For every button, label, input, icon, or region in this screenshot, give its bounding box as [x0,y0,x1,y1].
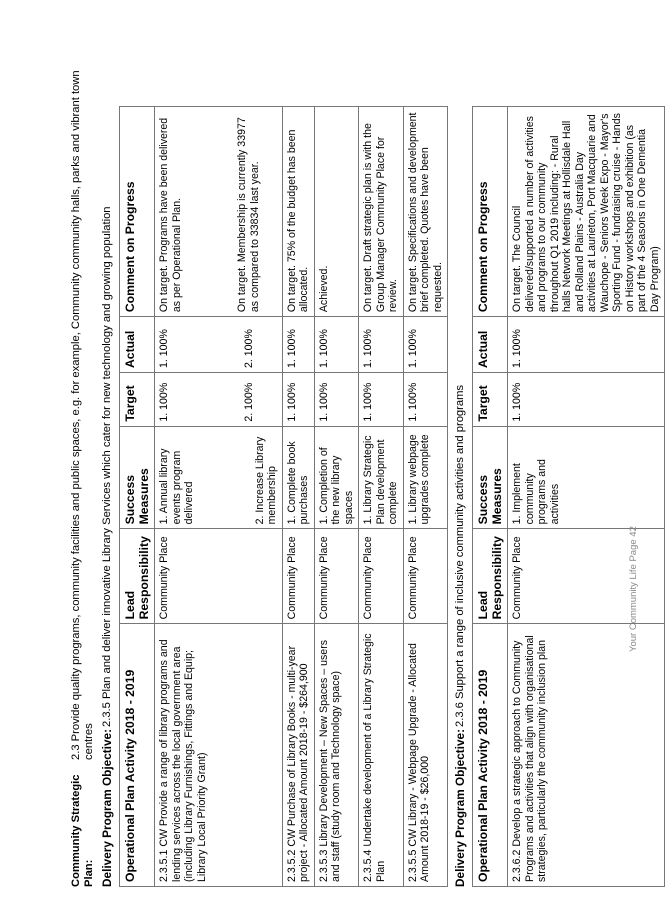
activity-cell: 2.3.5.3 Library Development – New Spaces – users and staff (study room and Technology space) [314,624,359,887]
comment-1: On target. Programs have been delivered as per Operational Plan. [158,117,183,313]
activity-cell: 2.3.6.2 Develop a strategic approach to Community Programs and activities that align with organisational strategies, particularly the community inclusion plan [508,624,665,887]
table-row [155,107,283,887]
lead-cell: Community Place [282,529,314,624]
delivery-objective-2 [454,22,468,887]
table-row [403,107,448,887]
comment-cell: On target. 75% of the budget has been allocated. [282,107,314,317]
col-actual: Actual [120,317,155,373]
table-row [359,107,404,887]
actual-cell: 1. 100% [314,317,359,373]
activity-cell: 2.3.5.1 CW Provide a range of library programs and lending services across the local government area (including Library Furnishings, Fittings and Equip; Library Local Priority Grant) [155,624,283,887]
target-cell: 1. 100% [403,373,448,427]
activity-cell: 2.3.5.4 Undertake development of a Library Strategic Plan [359,624,404,887]
col-measures: Success Measures [120,426,155,529]
col-activity: Operational Plan Activity 2018 - 2019 [473,624,508,887]
col-actual: Actual [473,317,508,373]
lead-cell: Community Place [508,529,665,624]
col-lead: Lead Responsibility [473,529,508,624]
col-target: Target [120,373,155,427]
objective-text: 2.3.6 Support a range of inclusive community activities and programs [454,384,467,727]
col-comment: Comment on Progress [473,107,508,317]
measure-cell: 1. Completion of the new library spaces [314,426,359,529]
library-services-table [119,106,448,887]
csp-text: 2.3 Provide quality programs, community facilities and public spaces, e.g. for example, Community community halls, parks and vibrant town centres [70,70,96,760]
csp-label: Community Strategic Plan: [70,774,96,887]
measure-cell: 1. Implement community programs and activities [508,426,665,529]
comment-cell: On target. Draft strategic plan is with the Group Manager Community Place for review. [359,107,404,317]
target-cell [155,373,283,427]
target-1: 1. 100% [158,382,171,422]
actual-cell: 1. 100% [403,317,448,373]
community-strategic-plan [70,22,96,887]
col-comment: Comment on Progress [120,107,155,317]
activity-cell: 2.3.5.5 CW Library - Webpage Upgrade - Allocated Amount 2018-19 - $26,000 [403,624,448,887]
objective-label: Delivery Program Objective: [100,728,115,887]
target-cell: 1. 100% [508,373,665,427]
target-cell: 1. 100% [359,373,404,427]
actual-2: 2. 100% [242,329,255,368]
measure-cell: 1. Complete book purchases [282,426,314,529]
actual-cell [155,317,283,373]
comment-cell: On target. The Council delivered/supported a number of activities and programs to our community throughout Q1 2019 including: - Rural halls Network Meetings at Hollisdale Hall and Rolland Plains - Australia Day activities at Laurieton, Port Macquarie and Wauchope - Seniors Week Expo - Mayor's Sporting Fund - fundraising cruise - Hands on History workshops and exhibition (as part of the 4 Seasons in One Dementia Day Program) [508,107,665,317]
objective-label: Delivery Program Objective: [453,728,468,887]
col-lead: Lead Responsibility [120,529,155,624]
measure-2: 2. Increase Library membership [253,436,279,525]
col-measures: Success Measures [473,426,508,529]
comment-2: On target. Membership is currently 33977 as compared to 33834 last year. [236,117,261,313]
lead-cell: Community Place [314,529,359,624]
target-cell: 1. 100% [314,373,359,427]
target-cell: 1. 100% [282,373,314,427]
table-header-row [120,107,155,887]
actual-cell: 1. 100% [508,317,665,373]
col-activity: Operational Plan Activity 2018 - 2019 [120,624,155,887]
table-row [314,107,359,887]
comment-cell: On target. Specifications and development brief completed. Quotes have been requested. [403,107,448,317]
actual-cell: 1. 100% [359,317,404,373]
measure-cell: 1. Library webpage upgrades complete [403,426,448,529]
measure-cell: 1. Library Strategic Plan development complete [359,426,404,529]
comment-cell: Achieved. [314,107,359,317]
delivery-objective-1 [101,22,115,887]
col-target: Target [473,373,508,427]
comment-cell [155,107,283,317]
actual-cell: 1. 100% [282,317,314,373]
target-2: 2. 100% [242,382,255,422]
objective-text: 2.3.5 Plan and deliver innovative Library Services which cater for new technology and growing population [101,206,114,727]
lead-cell: Community Place [403,529,448,624]
measure-1: 1. Annual library events program delivered [158,448,196,525]
table-header-row [473,107,508,887]
page-footer: Your Community Life Page 42 [628,526,639,652]
activity-cell: 2.3.5.2 CW Purchase of Library Books - multi-year project - Allocated Amount 2018-19 - $264,900 [282,624,314,887]
table-row [508,107,665,887]
table-row [282,107,314,887]
lead-cell: Community Place [359,529,404,624]
actual-1: 1. 100% [158,329,171,368]
measure-cell [155,426,283,529]
lead-cell: Community Place [155,529,283,624]
rotated-content [70,22,670,887]
